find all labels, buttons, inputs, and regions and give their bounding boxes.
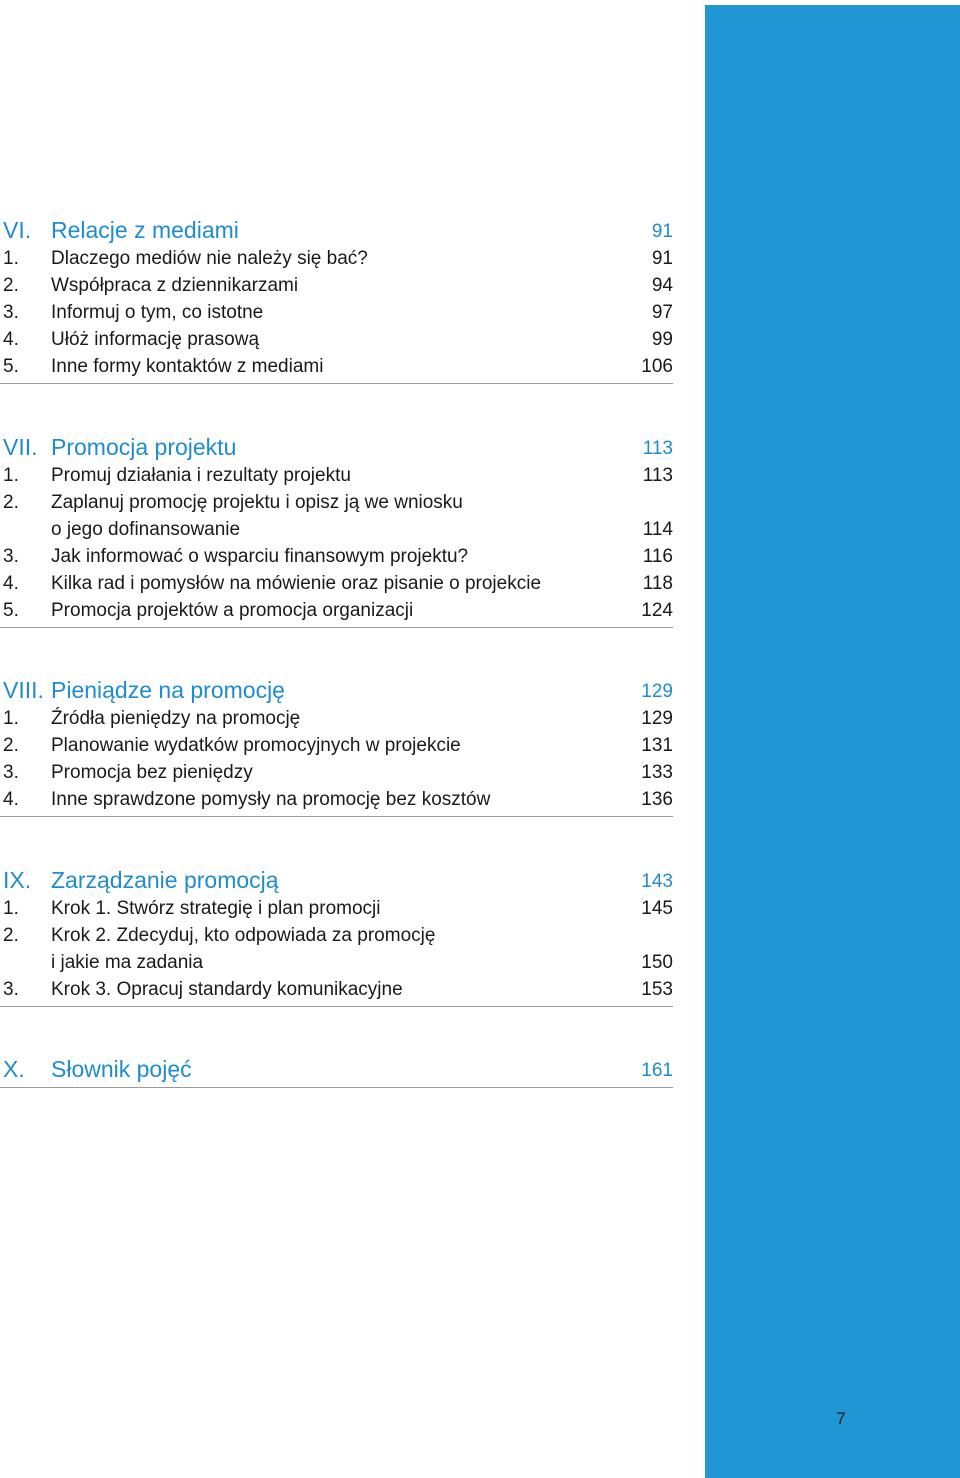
- entry-number: 3.: [3, 546, 19, 567]
- entry-page: 153: [641, 979, 673, 1000]
- section-heading[interactable]: [0, 432, 673, 462]
- entry-page: 124: [641, 600, 673, 621]
- toc-entry[interactable]: [0, 543, 673, 570]
- entry-title: Współpraca z dziennikarzami: [51, 275, 299, 296]
- entry-page: 150: [641, 952, 673, 973]
- toc-entry[interactable]: [0, 759, 673, 786]
- section-heading[interactable]: [0, 675, 673, 705]
- entry-title: Zaplanuj promocję projektu i opisz ją we wniosku: [51, 492, 463, 513]
- toc-entry[interactable]: [0, 597, 673, 624]
- entry-page: 133: [641, 762, 673, 783]
- toc-entry[interactable]: [0, 299, 673, 326]
- toc-section: [0, 1054, 673, 1088]
- entry-number: 4.: [3, 789, 19, 810]
- entry-title: Krok 3. Opracuj standardy komunikacyjne: [51, 979, 403, 1000]
- entry-number: 3.: [3, 979, 19, 1000]
- entry-page: 114: [642, 519, 673, 540]
- section-page: 161: [641, 1060, 673, 1081]
- blue-side-band: [705, 5, 960, 1478]
- entry-title: Informuj o tym, co istotne: [51, 302, 264, 323]
- section-title: Słownik pojęć: [51, 1056, 192, 1082]
- section-title: Pieniądze na promocję: [51, 677, 285, 703]
- entry-title: Kilka rad i pomysłów na mówienie oraz pisanie o projekcie: [51, 573, 542, 594]
- entry-number: 5.: [3, 356, 19, 377]
- entry-page: 91: [651, 248, 673, 269]
- entry-page: 106: [641, 356, 673, 377]
- section-title: Relacje z mediami: [51, 217, 239, 243]
- toc-section: [0, 865, 673, 1007]
- toc-entry[interactable]: [0, 353, 673, 380]
- section-divider: [0, 816, 673, 817]
- entry-title: Dlaczego mediów nie należy się bać?: [51, 248, 368, 269]
- toc-entry[interactable]: [0, 705, 673, 732]
- entry-page: 94: [651, 275, 673, 296]
- toc-section: [0, 432, 673, 628]
- entry-number: 2.: [3, 925, 19, 946]
- entry-page: 116: [642, 546, 673, 567]
- entry-title: Ułóż informację prasową: [51, 329, 260, 350]
- entry-page: 131: [641, 735, 673, 756]
- section-divider: [0, 1087, 673, 1088]
- entry-number: 2.: [3, 735, 19, 756]
- entry-page: 129: [641, 708, 673, 729]
- toc-section: [0, 215, 673, 384]
- section-heading[interactable]: [0, 1054, 673, 1084]
- toc-entry[interactable]: [0, 570, 673, 597]
- entry-number: 1.: [3, 465, 19, 486]
- section-number: VIII.: [3, 677, 44, 703]
- section-page: 91: [651, 221, 673, 242]
- entry-title: Inne formy kontaktów z mediami: [51, 356, 324, 377]
- entry-number: 4.: [3, 329, 19, 350]
- entry-number: 2.: [3, 492, 19, 513]
- entry-page: 118: [642, 573, 673, 594]
- toc-entry[interactable]: [0, 462, 673, 489]
- entry-page: 113: [642, 465, 673, 486]
- toc-entry[interactable]: [0, 732, 673, 759]
- entry-title-continuation: o jego dofinansowanie: [51, 519, 241, 540]
- entry-number: 3.: [3, 762, 19, 783]
- section-divider: [0, 1006, 673, 1007]
- page-number: 7: [836, 1409, 846, 1428]
- entry-title: Inne sprawdzone pomysły na promocję bez kosztów: [51, 789, 491, 810]
- entry-title: Źródła pieniędzy na promocję: [51, 708, 301, 729]
- toc-entry[interactable]: [0, 976, 673, 1003]
- entry-page: 99: [651, 329, 673, 350]
- section-number: X.: [3, 1056, 25, 1082]
- entry-title: Promocja projektów a promocja organizacji: [51, 600, 414, 621]
- toc-entry[interactable]: [0, 786, 673, 813]
- entry-number: 2.: [3, 275, 19, 296]
- toc-entry-continuation[interactable]: [0, 516, 673, 543]
- entry-page: 97: [651, 302, 673, 323]
- section-heading[interactable]: [0, 215, 673, 245]
- section-divider: [0, 627, 673, 628]
- entry-title: Krok 1. Stwórz strategię i plan promocji: [51, 898, 381, 919]
- section-number: IX.: [3, 867, 32, 893]
- toc-entry-continuation[interactable]: [0, 949, 673, 976]
- entry-number: 1.: [3, 708, 19, 729]
- section-title: Promocja projektu: [51, 434, 237, 460]
- section-title: Zarządzanie promocją: [51, 867, 279, 893]
- toc-entry[interactable]: [0, 272, 673, 299]
- section-divider: [0, 383, 673, 384]
- entry-number: 1.: [3, 248, 19, 269]
- entry-title: Promocja bez pieniędzy: [51, 762, 253, 783]
- entry-title-continuation: i jakie ma zadania: [51, 952, 204, 973]
- toc-entry[interactable]: [0, 245, 673, 272]
- toc-entry[interactable]: [0, 922, 673, 949]
- toc-entry[interactable]: [0, 895, 673, 922]
- section-number: VII.: [3, 434, 38, 460]
- section-heading[interactable]: [0, 865, 673, 895]
- entry-title: Jak informować o wsparciu finansowym projektu?: [51, 546, 469, 567]
- entry-number: 3.: [3, 302, 19, 323]
- entry-number: 5.: [3, 600, 19, 621]
- entry-title: Krok 2. Zdecyduj, kto odpowiada za promocję: [51, 925, 436, 946]
- toc-entry[interactable]: [0, 326, 673, 353]
- entry-number: 4.: [3, 573, 19, 594]
- toc-section: [0, 675, 673, 817]
- entry-title: Planowanie wydatków promocyjnych w projekcie: [51, 735, 461, 756]
- section-number: VI.: [3, 217, 32, 243]
- section-page: 113: [642, 438, 673, 459]
- entry-title: Promuj działania i rezultaty projektu: [51, 465, 351, 486]
- entry-number: 1.: [3, 898, 19, 919]
- toc-entry[interactable]: [0, 489, 673, 516]
- section-page: 129: [641, 681, 673, 702]
- section-page: 143: [641, 871, 673, 892]
- entry-page: 136: [641, 789, 673, 810]
- entry-page: 145: [641, 898, 673, 919]
